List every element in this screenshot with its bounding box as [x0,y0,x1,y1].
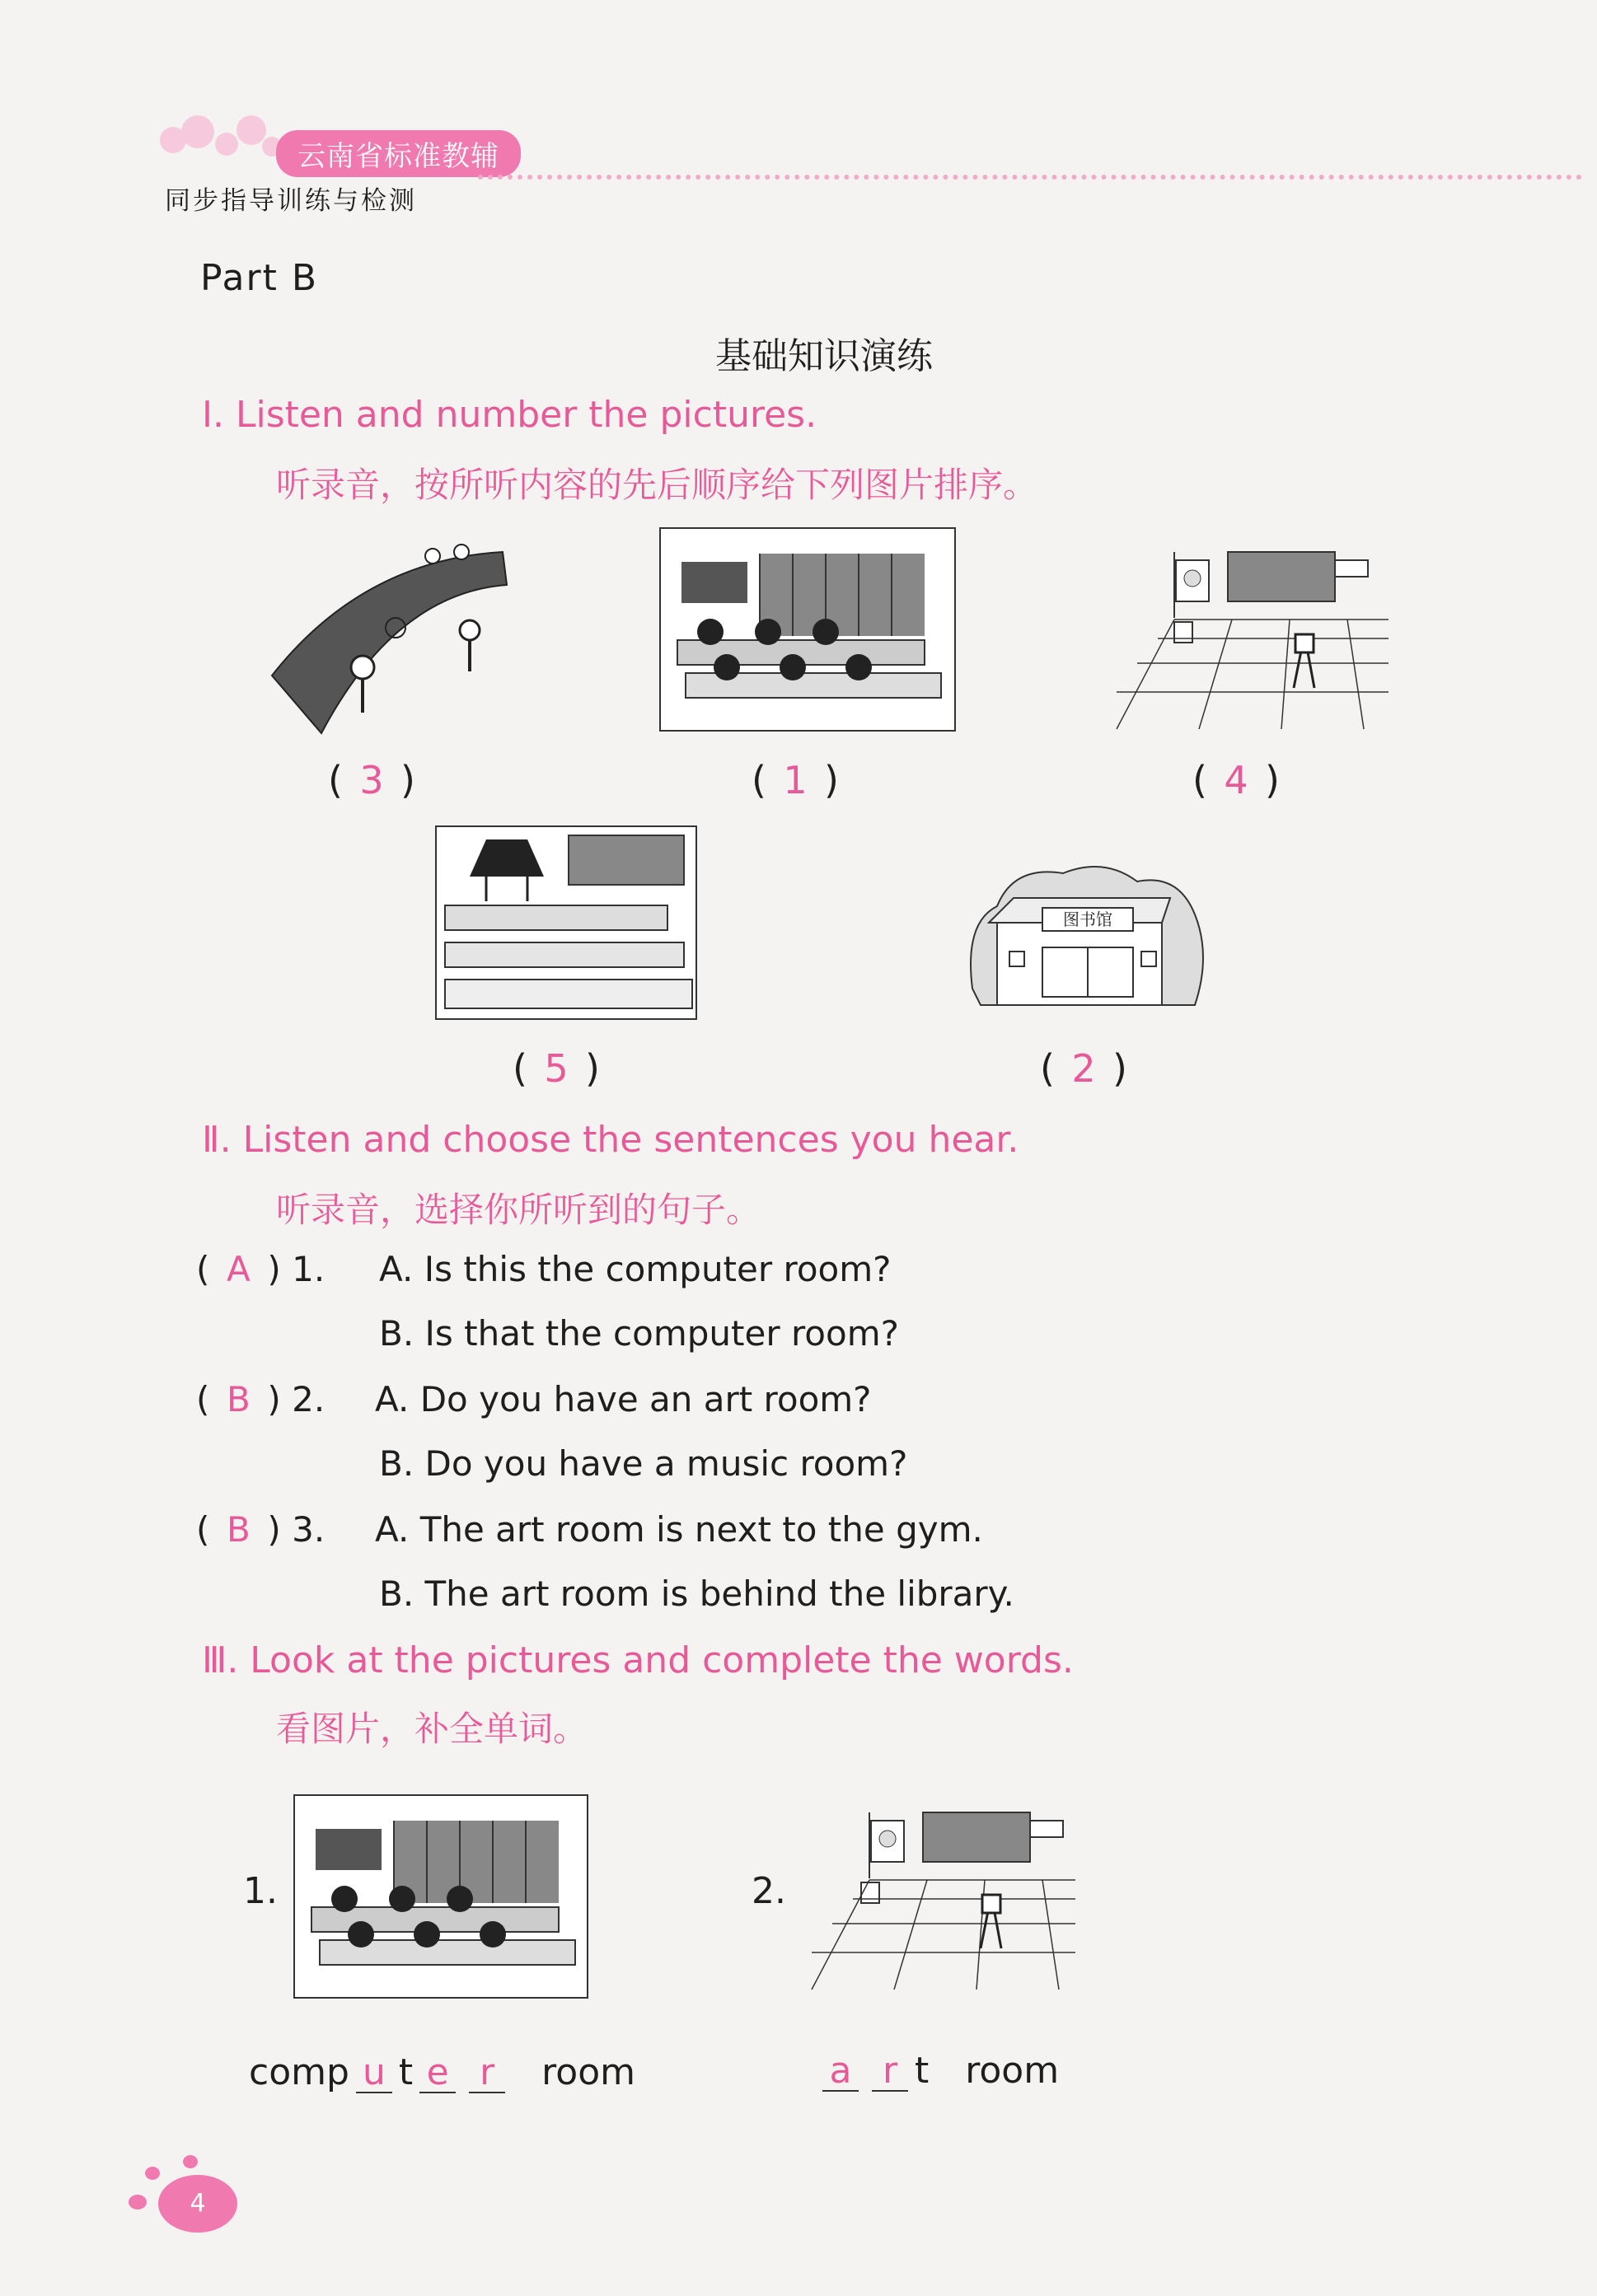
q3-computer-room-picture [293,1794,588,1999]
flower-decoration-icon [148,99,297,173]
header-rule [478,175,1582,180]
q2-subheading: 听录音，选择你所听到的句子。 [276,1190,761,1230]
paw-decoration-icon [129,2195,147,2209]
playground-picture [264,535,511,741]
q2-item-2-option-b: B. Do you have a music room? [379,1443,908,1484]
page-number: 4 [158,2175,237,2233]
q2-item-1-option-b: B. Is that the computer room? [379,1313,899,1354]
q1-answer-4: ( 5 ) [513,1046,600,1091]
q1-answer-5-value: 2 [1071,1046,1096,1091]
book-title: 同步指导训练与检测 [165,186,417,216]
part-title: Part B [200,257,319,299]
q2-item-3-option-a: A. The art room is next to the gym. [375,1509,983,1550]
q3-item-2-number: 2. [752,1870,786,1912]
q1-answer-2: ( 1 ) [752,758,839,802]
q2-item-3-option-b: B. The art room is behind the library. [379,1574,1014,1614]
q2-item-3-answer: B [226,1509,251,1550]
q1-heading: Ⅰ. Listen and number the pictures. [202,394,817,436]
q3-item-1-word [249,2051,635,2093]
q3-item-2-blank-2: r [872,2052,908,2092]
q3-item-1-prefix: comp [249,2051,349,2093]
q2-item-2-answer: B [226,1379,251,1419]
q3-item-2-middle: t [915,2050,930,2092]
q1-answer-2-value: 1 [783,758,808,802]
q2-item-3-number: 3. [292,1509,325,1550]
q1-answer-3-value: 4 [1224,758,1248,802]
q2-item-1-option-a: A. Is this the computer room? [379,1249,892,1289]
q2-item-3: ( B ) 3. [196,1509,325,1550]
q2-item-1: ( A ) 1. [196,1249,325,1289]
art-room-picture [1108,544,1389,733]
music-room-picture [435,825,697,1020]
q1-answer-3: ( 4 ) [1192,758,1280,802]
q2-item-1-answer: A [227,1249,251,1289]
library-picture [964,857,1211,1022]
q3-item-2-suffix: room [965,2050,1060,2092]
library-sign: 图书馆 [1063,910,1112,929]
paw-toe-icon [145,2167,160,2180]
series-badge: 云南省标准教辅 [276,130,521,177]
q1-answer-5: ( 2 ) [1040,1046,1127,1091]
q3-item-1-number: 1. [243,1870,278,1912]
q3-item-1-blank-3: r [469,2054,505,2093]
q2-item-2-number: 2. [292,1379,325,1419]
q2-heading: Ⅱ. Listen and choose the sentences you hear. [202,1119,1019,1161]
computer-room-picture [659,527,956,732]
q2-item-2: ( B ) 2. [196,1379,325,1419]
q1-answer-1: ( 3 ) [328,758,415,802]
q1-answer-1-value: 3 [359,758,384,802]
q3-item-1-suffix: room [541,2051,635,2093]
q1-answer-4-value: 5 [544,1046,569,1091]
q1-subheading: 听录音，按所听内容的先后顺序给下列图片排序。 [276,465,1038,505]
q3-art-room-picture [803,1804,1084,1994]
q2-item-2-option-a: A. Do you have an art room? [375,1379,872,1419]
q3-item-2-blank-1: a [822,2052,859,2092]
q3-item-1-middle: t [398,2051,414,2093]
q3-subheading: 看图片，补全单词。 [276,1709,588,1749]
q2-item-1-number: 1. [292,1249,325,1289]
paw-toe-icon [183,2155,198,2168]
q3-heading: Ⅲ. Look at the pictures and complete the words. [202,1639,1074,1681]
q3-item-2-word [816,2050,1059,2092]
q3-item-1-blank-1: u [356,2054,392,2093]
page-header [0,0,1597,247]
q3-item-1-blank-2: e [419,2054,456,2093]
section-title: 基础知识演练 [715,335,933,377]
